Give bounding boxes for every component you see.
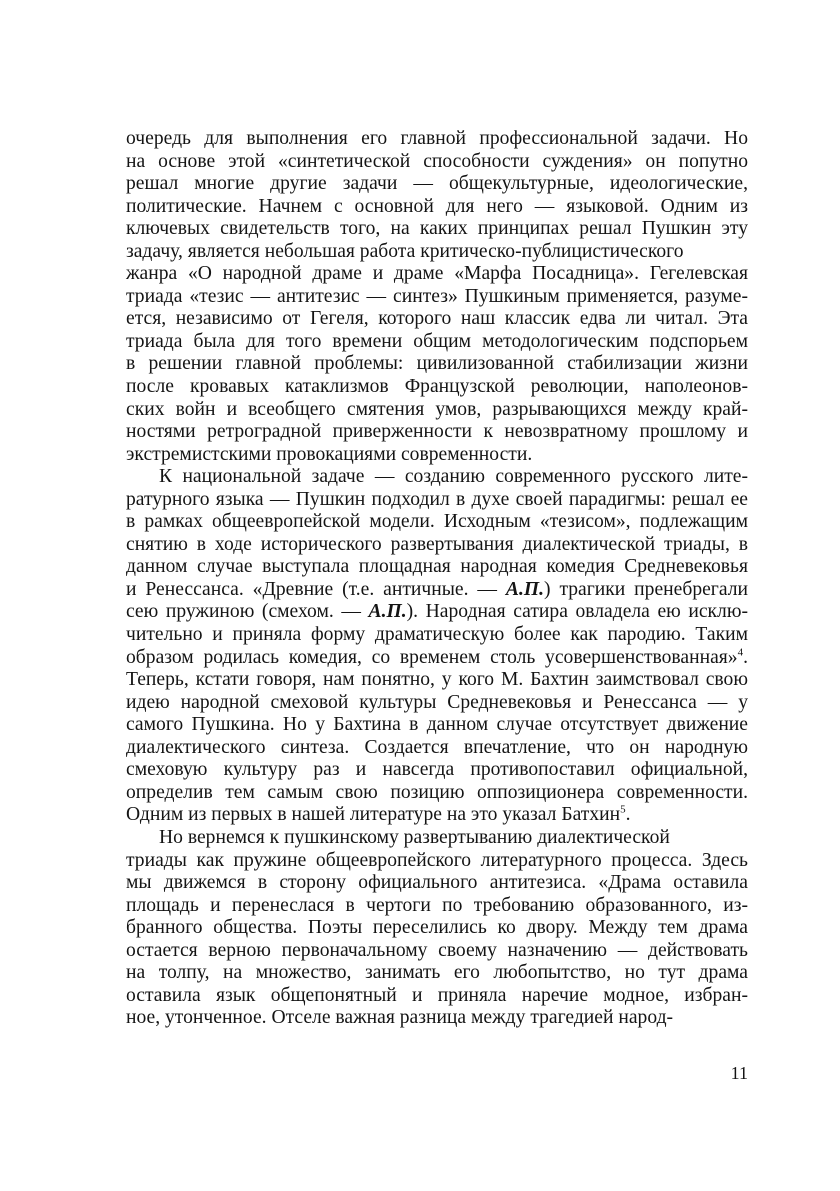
text-line: данном случае выступала площадная народная комедия Средневековья [126, 556, 748, 578]
body-text [126, 128, 748, 1030]
text-line: определив тем самым свою позицию оппозиционера современности. [126, 781, 748, 803]
text-line: жанра «О народной драме и драме «Марфа Посадница». Гегелевская [126, 263, 748, 285]
text-line: остается верною первоначальному своему назначению — действовать [126, 939, 748, 961]
text-line: триада «тезис — антитезис — синтез» Пушкиным применяется, разуме- [126, 285, 748, 307]
text-line: ских войн и всеобщего смятения умов, разрывающихся между край- [126, 398, 748, 420]
page-number: 11 [730, 1063, 748, 1083]
text-line: триада была для того времени общим методологическим подспорьем [126, 330, 748, 352]
text-line: Одним из первых в нашей литературе на это указал Батхин$^5$. [126, 803, 631, 826]
text-line: и Ренессанса. «Древние (т.е. античные. — А.П.) трагики пренебрегали [126, 578, 748, 600]
text-line: ется, независимо от Гегеля, которого наш классик едва ли читал. Эта [126, 308, 748, 330]
text-line: в решении главной проблемы: цивилизованной стабилизации жизни [126, 353, 748, 375]
text-line: идею народной смеховой культуры Средневековья и Ренессанса — у [126, 691, 748, 713]
text-line: триады как пружине общеевропейского литературного процесса. Здесь [126, 849, 748, 871]
footnote-ref: 4 [737, 646, 744, 659]
text-line: Но вернемся к пушкинскому развертыванию диалектической [159, 826, 670, 848]
text-line: на толпу, на множество, занимать его любопытство, но тут драма [126, 962, 748, 984]
text-line: ратурного языка — Пушкин подходил в духе своей парадигмы: решал ее [126, 488, 748, 510]
author-initials: А.П. [505, 578, 545, 600]
text-line: самого Пушкина. Но у Бахтина в данном случае отсутствует движение [126, 714, 748, 736]
text-line: Теперь, кстати говоря, нам понятно, у кого М. Бахтин заимствовал свою [126, 669, 748, 691]
text-line: сею пружиною (смехом. — А.П.). Народная сатира овладела ею исклю- [126, 601, 748, 623]
text-line: мы движемся в сторону официального антитезиса. «Драма оставила [126, 872, 748, 894]
text-line: ностями ретроградной приверженности к невозвратному прошлому и [126, 421, 748, 443]
text-line: в рамках общеевропейской модели. Исходным «тезисом», подлежащим [126, 511, 748, 533]
text-line: оставила язык общепонятный и приняла наречие модное, избран- [126, 984, 748, 1006]
text-line: площадь и перенеслася в чертоги по требованию образованного, из- [126, 894, 748, 916]
text-line: на основе этой «синтетической способности суждения» он попутно [126, 150, 748, 172]
text-line: К национальной задаче — созданию современного русского лите- [159, 466, 748, 488]
text-line: снятию в ходе исторического развертывания диалектической триады, в [126, 533, 748, 555]
author-initials: А.П. [368, 601, 407, 623]
text-line: чительно и приняла форму драматическую более как пародию. Таким [126, 624, 748, 646]
footnote-ref: 5 [620, 803, 626, 816]
text-line: политические. Начнем с основной для него — языковой. Одним из [126, 195, 748, 217]
text-line: образом родилась комедия, со временем столь усовершенствованная»$^4$. [126, 646, 748, 668]
text-line: очередь для выполнения его главной профессиональной задачи. Но [126, 128, 748, 149]
text-line: ное, утонченное. Отселе важная разница между трагедией народ- [126, 1007, 674, 1029]
text-line: бранного общества. Поэты переселились ко двору. Между тем драма [126, 917, 748, 939]
text-line: экстремистскими провокациями современности. [126, 443, 533, 465]
text-line: смеховую культуру раз и навсегда противопоставил официальной, [126, 759, 748, 781]
text-line: диалектического синтеза. Создается впечатление, что он народную [126, 736, 748, 758]
text-line: после кровавых катаклизмов Французской революции, наполеонов- [126, 376, 748, 398]
text-line: задачу, является небольшая работа критическо-публицистического [126, 240, 684, 262]
text-line: ключевых свидетельств того, на каких принципах решал Пушкин эту [126, 218, 748, 240]
text-line: решал многие другие задачи — общекультурные, идеологические, [126, 173, 748, 195]
